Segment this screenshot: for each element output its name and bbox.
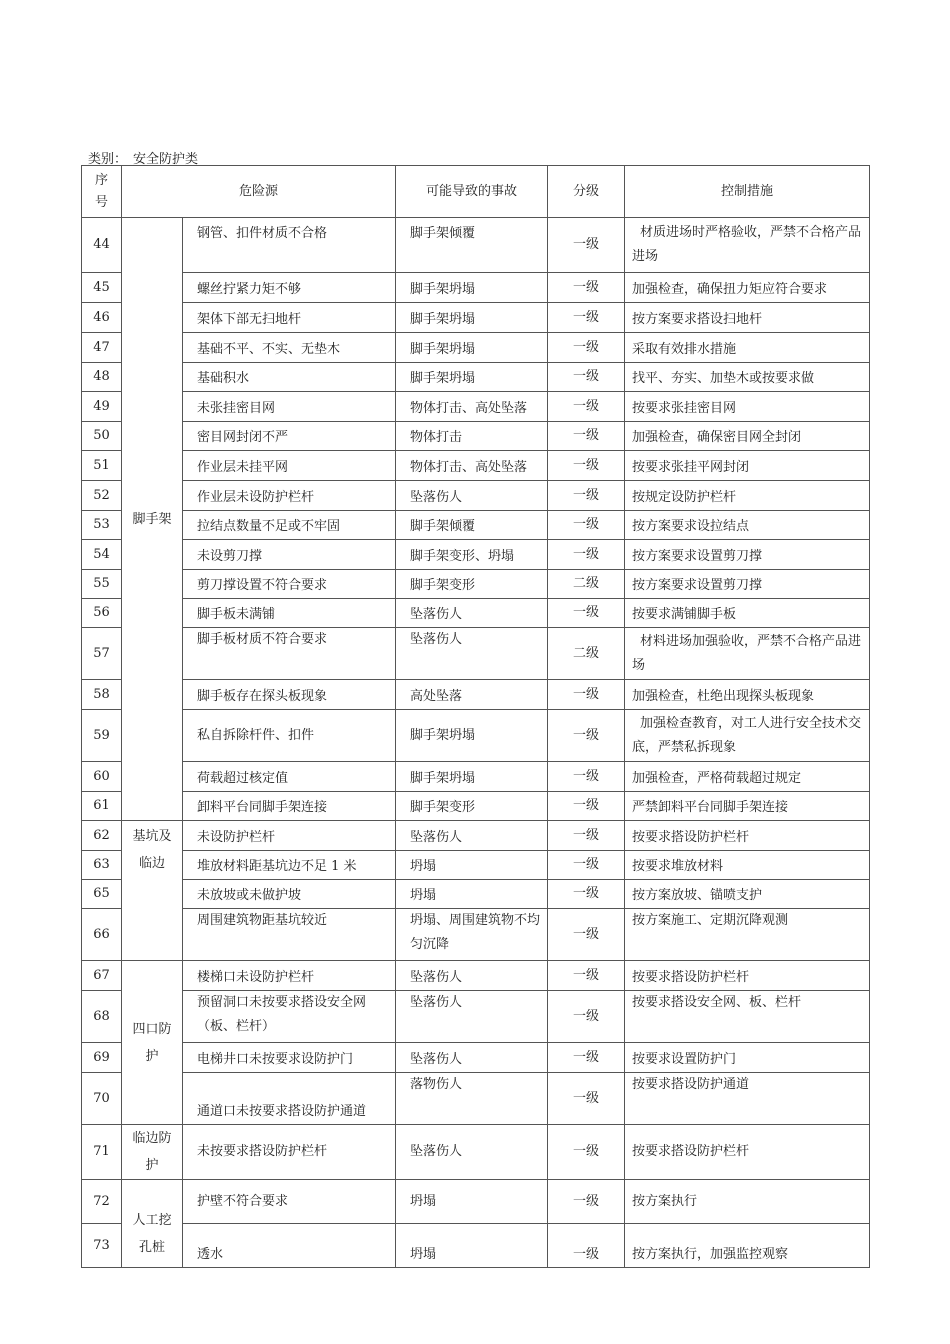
table-row (82, 451, 870, 481)
row-control: 加强检查，严格荷载超过规定 (625, 762, 870, 792)
row-control: 加强检查，确保密目网全封闭 (625, 422, 870, 451)
table-row (82, 680, 870, 710)
row-no: 70 (82, 1073, 122, 1125)
group-name: 四口防护 (122, 961, 183, 1125)
row-accident: 物体打击、高处坠落 (396, 392, 548, 422)
row-control: 按方案要求搭设扫地杆 (625, 303, 870, 333)
row-control: 材质进场时严格验收，严禁不合格产品进场 (625, 218, 870, 273)
row-level: 一级 (548, 1073, 625, 1125)
row-control: 按要求设置防护门 (625, 1043, 870, 1073)
row-control: 材料进场加强验收，严禁不合格产品进场 (625, 628, 870, 680)
row-no: 51 (82, 451, 122, 481)
row-level: 一级 (548, 422, 625, 451)
row-accident: 脚手架坍塌 (396, 710, 548, 762)
row-control: 加强检查教育，对工人进行安全技术交底，严禁私拆现象 (625, 710, 870, 762)
category-value: 安全防护类 (133, 152, 199, 167)
row-accident: 脚手架变形、坍塌 (396, 540, 548, 570)
table-row (82, 540, 870, 570)
row-level: 二级 (548, 628, 625, 680)
row-accident: 脚手架坍塌 (396, 303, 548, 333)
row-control: 按方案执行 (625, 1180, 870, 1224)
row-no: 72 (82, 1180, 122, 1224)
row-accident: 坠落伤人 (396, 481, 548, 511)
row-no: 52 (82, 481, 122, 511)
row-accident: 脚手架倾覆 (396, 511, 548, 540)
row-hazard: 透水 (183, 1224, 396, 1268)
row-control: 按要求张挂平网封闭 (625, 451, 870, 481)
row-control: 按方案施工、定期沉降观测 (625, 909, 870, 961)
row-level: 一级 (548, 991, 625, 1043)
row-accident: 物体打击、高处坠落 (396, 451, 548, 481)
table-row (82, 628, 870, 680)
row-control: 按要求搭设防护栏杆 (625, 821, 870, 851)
row-level: 一级 (548, 851, 625, 880)
group-name: 基坑及临边 (122, 821, 183, 961)
row-level: 一级 (548, 710, 625, 762)
row-accident: 高处坠落 (396, 680, 548, 710)
table-row (82, 481, 870, 511)
row-no: 61 (82, 792, 122, 821)
row-accident: 坠落伤人 (396, 991, 548, 1043)
table-row (82, 303, 870, 333)
row-accident: 坠落伤人 (396, 599, 548, 628)
row-no: 60 (82, 762, 122, 792)
row-control: 按要求堆放材料 (625, 851, 870, 880)
table-row (82, 333, 870, 363)
row-hazard: 未张挂密目网 (183, 392, 396, 422)
row-accident: 坍塌 (396, 1224, 548, 1268)
row-hazard: 未设剪刀撑 (183, 540, 396, 570)
row-no: 56 (82, 599, 122, 628)
row-hazard: 电梯井口未按要求设防护门 (183, 1043, 396, 1073)
table-row (82, 991, 870, 1043)
row-hazard: 脚手板未满铺 (183, 599, 396, 628)
row-hazard: 未放坡或未做护坡 (183, 880, 396, 909)
row-no: 67 (82, 961, 122, 991)
row-control: 严禁卸料平台同脚手架连接 (625, 792, 870, 821)
header-level: 分级 (548, 166, 625, 218)
row-level: 二级 (548, 570, 625, 599)
row-hazard: 荷载超过核定值 (183, 762, 396, 792)
row-control: 按要求张挂密目网 (625, 392, 870, 422)
row-level: 一级 (548, 1180, 625, 1224)
row-no: 53 (82, 511, 122, 540)
table-row (82, 792, 870, 821)
row-level: 一级 (548, 481, 625, 511)
row-level: 一级 (548, 511, 625, 540)
row-control: 按方案执行，加强监控观察 (625, 1224, 870, 1268)
row-no: 54 (82, 540, 122, 570)
row-hazard: 护壁不符合要求 (183, 1180, 396, 1224)
row-level: 一级 (548, 218, 625, 273)
table-row (82, 1043, 870, 1073)
row-control: 按方案要求设置剪刀撑 (625, 540, 870, 570)
group-name: 脚手架 (122, 218, 183, 821)
row-hazard: 钢管、扣件材质不合格 (183, 218, 396, 273)
row-accident: 坠落伤人 (396, 628, 548, 680)
row-no: 55 (82, 570, 122, 599)
row-accident: 坍塌 (396, 851, 548, 880)
table-row (82, 1180, 870, 1224)
row-level: 一级 (548, 392, 625, 422)
row-hazard: 脚手板存在探头板现象 (183, 680, 396, 710)
row-accident: 物体打击 (396, 422, 548, 451)
table-row (82, 218, 870, 273)
row-accident: 脚手架坍塌 (396, 333, 548, 363)
row-control: 找平、夯实、加垫木或按要求做 (625, 363, 870, 392)
row-accident: 脚手架变形 (396, 570, 548, 599)
row-accident: 坍塌 (396, 1180, 548, 1224)
row-control: 按要求搭设安全网、板、栏杆 (625, 991, 870, 1043)
header-control: 控制措施 (625, 166, 870, 218)
row-no: 48 (82, 363, 122, 392)
row-accident: 坍塌、周围建筑物不均匀沉降 (396, 909, 548, 961)
row-no: 49 (82, 392, 122, 422)
header-accident: 可能导致的事故 (396, 166, 548, 218)
row-control: 加强检查，确保扭力矩应符合要求 (625, 273, 870, 303)
table-row (82, 1224, 870, 1268)
row-hazard: 未按要求搭设防护栏杆 (183, 1125, 396, 1180)
row-accident: 落物伤人 (396, 1073, 548, 1125)
table-row (82, 511, 870, 540)
row-hazard: 通道口未按要求搭设防护通道 (183, 1073, 396, 1125)
category-label: 类别： (88, 152, 128, 167)
table-row (82, 1073, 870, 1125)
row-level: 一级 (548, 909, 625, 961)
row-control: 按规定设防护栏杆 (625, 481, 870, 511)
row-control: 按要求满铺脚手板 (625, 599, 870, 628)
row-no: 50 (82, 422, 122, 451)
row-control: 按方案放坡、锚喷支护 (625, 880, 870, 909)
row-hazard: 未设防护栏杆 (183, 821, 396, 851)
row-hazard: 预留洞口未按要求搭设安全网（板、栏杆） (183, 991, 396, 1043)
table-row (82, 1125, 870, 1180)
row-level: 一级 (548, 333, 625, 363)
table-row (82, 392, 870, 422)
row-level: 一级 (548, 792, 625, 821)
row-level: 一级 (548, 363, 625, 392)
row-no: 69 (82, 1043, 122, 1073)
row-no: 59 (82, 710, 122, 762)
row-hazard: 作业层未挂平网 (183, 451, 396, 481)
row-hazard: 基础不平、不实、无垫木 (183, 333, 396, 363)
row-control: 加强检查，杜绝出现探头板现象 (625, 680, 870, 710)
row-accident: 坠落伤人 (396, 821, 548, 851)
row-control: 按方案要求设置剪刀撑 (625, 570, 870, 599)
row-level: 一级 (548, 880, 625, 909)
row-hazard: 私自拆除杆件、扣件 (183, 710, 396, 762)
row-no: 45 (82, 273, 122, 303)
row-level: 一级 (548, 762, 625, 792)
table-row (82, 363, 870, 392)
row-hazard: 楼梯口未设防护栏杆 (183, 961, 396, 991)
row-control: 按要求搭设防护栏杆 (625, 1125, 870, 1180)
row-no: 65 (82, 880, 122, 909)
row-level: 一级 (548, 680, 625, 710)
row-level: 一级 (548, 1224, 625, 1268)
group-name: 人工挖孔桩 (122, 1180, 183, 1268)
row-no: 71 (82, 1125, 122, 1180)
row-level: 一级 (548, 273, 625, 303)
row-accident: 脚手架坍塌 (396, 363, 548, 392)
table-row (82, 851, 870, 880)
row-hazard: 密目网封闭不严 (183, 422, 396, 451)
row-accident: 脚手架变形 (396, 792, 548, 821)
table-row (82, 762, 870, 792)
row-level: 一级 (548, 540, 625, 570)
table-row (82, 961, 870, 991)
row-hazard: 作业层未设防护栏杆 (183, 481, 396, 511)
row-level: 一级 (548, 451, 625, 481)
row-no: 68 (82, 991, 122, 1043)
row-control: 按方案要求设拉结点 (625, 511, 870, 540)
table-row (82, 273, 870, 303)
row-hazard: 架体下部无扫地杆 (183, 303, 396, 333)
row-no: 63 (82, 851, 122, 880)
row-hazard: 周围建筑物距基坑较近 (183, 909, 396, 961)
header-row (82, 166, 870, 218)
row-no: 66 (82, 909, 122, 961)
row-no: 44 (82, 218, 122, 273)
row-accident: 坠落伤人 (396, 961, 548, 991)
row-hazard: 剪刀撑设置不符合要求 (183, 570, 396, 599)
group-name: 临边防护 (122, 1125, 183, 1180)
row-level: 一级 (548, 1043, 625, 1073)
row-no: 57 (82, 628, 122, 680)
table-row (82, 909, 870, 961)
row-control: 按要求搭设防护通道 (625, 1073, 870, 1125)
row-accident: 坠落伤人 (396, 1043, 548, 1073)
row-level: 一级 (548, 1125, 625, 1180)
row-hazard: 基础积水 (183, 363, 396, 392)
header-no: 序 号 (82, 166, 122, 218)
row-hazard: 脚手板材质不符合要求 (183, 628, 396, 680)
row-no: 47 (82, 333, 122, 363)
row-no: 46 (82, 303, 122, 333)
table-row (82, 599, 870, 628)
row-hazard: 拉结点数量不足或不牢固 (183, 511, 396, 540)
row-level: 一级 (548, 303, 625, 333)
table-row (82, 422, 870, 451)
row-control: 按要求搭设防护栏杆 (625, 961, 870, 991)
row-no: 62 (82, 821, 122, 851)
table-row (82, 570, 870, 599)
row-hazard: 螺丝拧紧力矩不够 (183, 273, 396, 303)
header-hazard: 危险源 (122, 166, 396, 218)
row-control: 采取有效排水措施 (625, 333, 870, 363)
row-level: 一级 (548, 961, 625, 991)
row-accident: 坍塌 (396, 880, 548, 909)
row-hazard: 卸料平台同脚手架连接 (183, 792, 396, 821)
table-row (82, 821, 870, 851)
table-row (82, 880, 870, 909)
row-no: 73 (82, 1224, 122, 1268)
hazard-table (81, 165, 870, 1268)
table-row (82, 710, 870, 762)
row-accident: 脚手架坍塌 (396, 762, 548, 792)
row-accident: 脚手架倾覆 (396, 218, 548, 273)
row-accident: 坠落伤人 (396, 1125, 548, 1180)
row-level: 一级 (548, 599, 625, 628)
row-no: 58 (82, 680, 122, 710)
row-level: 一级 (548, 821, 625, 851)
row-accident: 脚手架坍塌 (396, 273, 548, 303)
row-hazard: 堆放材料距基坑边不足 1 米 (183, 851, 396, 880)
